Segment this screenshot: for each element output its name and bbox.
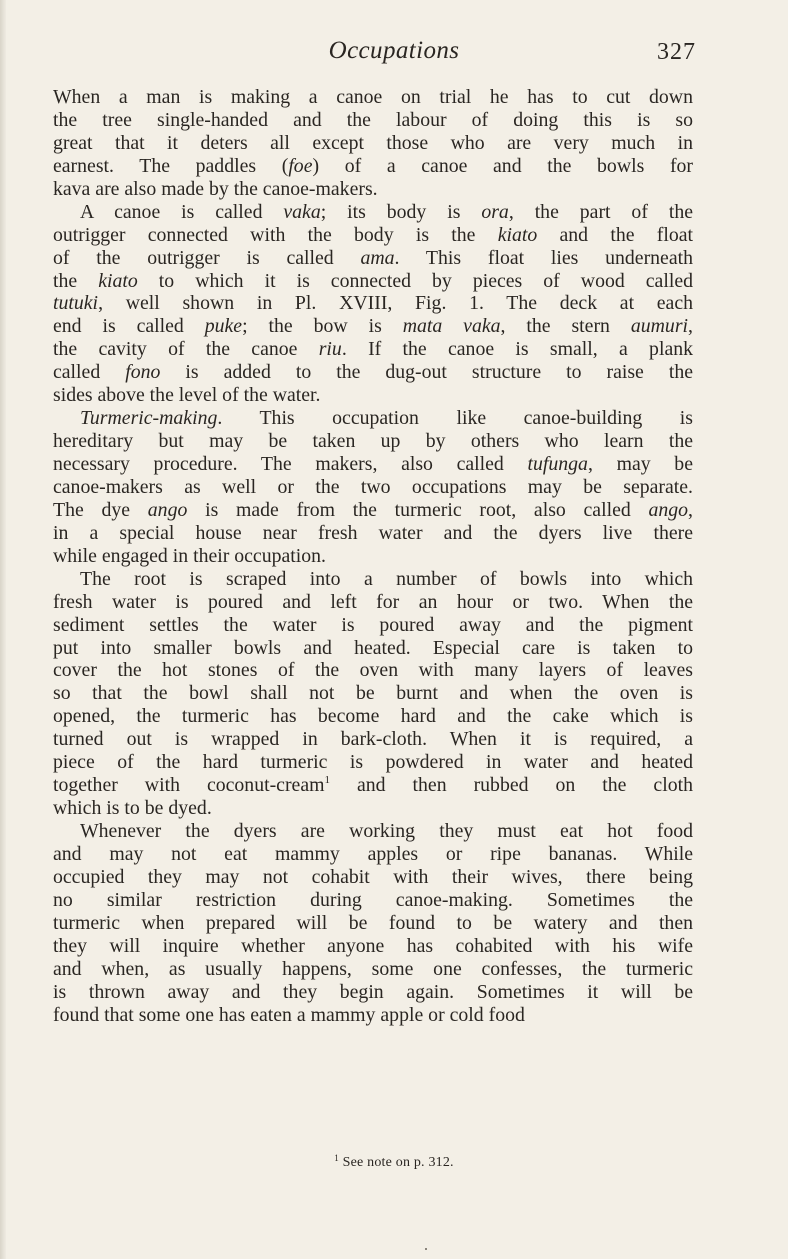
text-line: Turmeric-making. This occupation like canoe-building is	[80, 407, 693, 430]
text-line: turmeric when prepared will be found to be watery and then	[53, 911, 693, 934]
text-line: turned out is wrapped in bark-cloth. When it is required, a	[53, 728, 693, 751]
text-line: canoe-makers as well or the two occupations may be separate.	[53, 475, 693, 498]
text-line: When a man is making a canoe on trial he has to cut down	[53, 86, 693, 108]
text-line: cover the hot stones of the oven with many layers of leaves	[53, 659, 693, 682]
footnote-ref: 1	[324, 774, 330, 787]
paragraph	[53, 407, 693, 568]
text-line: end is called puke; the bow is mata vaka, the stern aumuri,	[53, 315, 693, 338]
text-line: necessary procedure. The makers, also called tufunga, may be	[53, 453, 693, 475]
text-line: and when, as usually happens, some one confesses, the turmeric	[53, 957, 693, 980]
footnote-text: See note on p. 312.	[342, 1155, 454, 1170]
text-line: fresh water is poured and left for an hour or two. When the	[53, 590, 693, 613]
text-line: piece of the hard turmeric is powdered in water and heated	[53, 751, 693, 774]
text-line: and may not eat mammy apples or ripe bananas. While	[53, 842, 693, 865]
paragraph	[53, 86, 693, 201]
running-head	[0, 33, 788, 69]
text-line: put into smaller bowls and heated. Especial care is taken to	[53, 636, 693, 659]
text-line: sediment settles the water is poured away and the pigment	[53, 613, 693, 636]
text-line: The root is scraped into a number of bowls into which	[80, 567, 693, 590]
paragraph	[53, 201, 693, 407]
paragraph	[53, 568, 693, 820]
text-line: Whenever the dyers are working they must eat hot food	[80, 820, 693, 842]
text-line: earnest. The paddles (foe) of a canoe and the bowls for	[53, 154, 694, 177]
text-line: The dye ango is made from the turmeric root, also called ango,	[53, 498, 693, 521]
body-text	[53, 86, 693, 1026]
text-line: the cavity of the canoe riu. If the canoe is small, a plank	[53, 338, 693, 361]
footnote-marker: 1	[334, 1153, 339, 1163]
text-line: so that the bowl shall not be burnt and when the oven is	[53, 682, 693, 705]
text-line: sides above the level of the water.	[53, 384, 321, 407]
page-number: 327	[657, 39, 696, 65]
text-line: occupied they may not cohabit with their wives, there being	[53, 865, 693, 888]
text-line: while engaged in their occupation.	[53, 544, 326, 567]
text-line: found that some one has eaten a mammy apple or cold food	[53, 1003, 525, 1026]
text-line: no similar restriction during canoe-making. Sometimes the	[53, 888, 693, 911]
text-line: outrigger connected with the body is the kiato and the float	[53, 223, 693, 246]
running-head-title: Occupations	[328, 37, 460, 64]
text-line: kava are also made by the canoe-makers.	[53, 177, 378, 200]
text-line: the tree single-handed and the labour of doing this is so	[53, 108, 693, 131]
text-line: opened, the turmeric has become hard and the cake which is	[53, 705, 693, 728]
text-line: they will inquire whether anyone has cohabited with his wife	[53, 934, 693, 957]
page-edge	[0, 0, 6, 1259]
text-line: of the outrigger is called ama. This float lies underneath	[53, 246, 694, 269]
text-line: in a special house near fresh water and the dyers live there	[53, 521, 693, 544]
text-line: the kiato to which it is connected by pieces of wood called	[53, 269, 693, 292]
text-line: hereditary but may be taken up by others who learn the	[53, 430, 693, 453]
paragraph	[53, 820, 693, 1026]
text-line: together with coconut-cream$^1$ and then rubbed on the cloth	[53, 774, 693, 797]
text-line: called fono is added to the dug-out structure to raise the	[53, 361, 694, 384]
footnote	[0, 1155, 788, 1171]
text-line: which is to be dyed.	[53, 797, 212, 820]
text-line: is thrown away and they begin again. Sometimes it will be	[53, 980, 693, 1003]
page-mark	[425, 1248, 427, 1250]
text-line: A canoe is called vaka; its body is ora, the part of the	[80, 200, 693, 223]
text-line: great that it deters all except those who are very much in	[53, 131, 693, 154]
text-line: tutuki, well shown in Pl. XVIII, Fig. 1. The deck at each	[53, 292, 693, 315]
